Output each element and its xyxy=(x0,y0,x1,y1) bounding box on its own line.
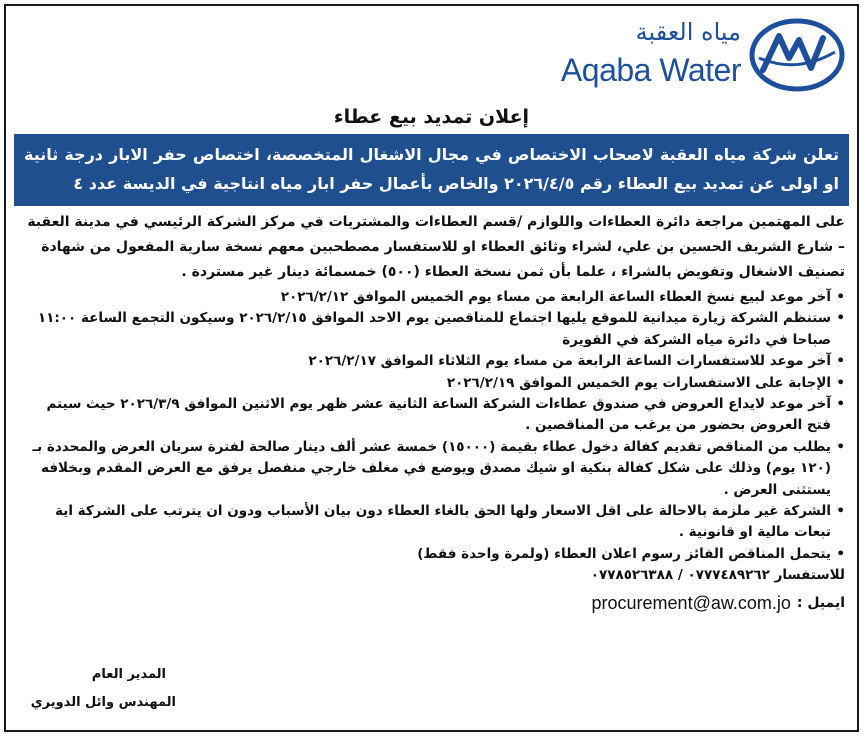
logo-arabic-name: مياه العقبة xyxy=(635,18,741,46)
bullet-item: • الإجابة على الاستفسارات يوم الخميس الموافق ٢٠٢٦/٢/١٩ xyxy=(18,373,845,394)
bullet-item: • آخر موعد للاستفسارات الساعة الرابعة من مساء يوم الثلاثاء الموافق ٢٠٢٦/٢/١٧ xyxy=(18,351,845,372)
announcement-body xyxy=(18,210,845,614)
bullet-item: • يطلب من المناقص تقديم كفالة دخول عطاء بقيمة (١٥٠٠٠) خمسة عشر ألف دينار صالحة لفترة سريان العرض والمحددة بـ (١٢٠ يوم) وذلك على شكل كفالة بنكية او شيك مصدق ويوضع في مغلف خارجي منفصل يرفق مع العرض المقدم وبخلافه يستثنى العرض . xyxy=(18,437,845,501)
bullet-item: • ستنظم الشركة زيارة ميدانية للموقع يليها اجتماع للمناقصين يوم الاحد الموافق ٢٠٢٦/٢/١٥ وسيكون التجمع الساعة ١١:٠٠ صباحا في دائرة مياه الشركة في القويرة xyxy=(18,308,845,351)
logo-english-name: Aqaba Water xyxy=(560,52,741,88)
bullet-item: • آخر موعد لايداع العروض في صندوق عطاءات الشركة الساعة الثانية عشر ظهر يوم الاثنين الموافق ٢٠٢٦/٣/٩ حيث سيتم فتح العروض بحضور من يرغب من المناقصين . xyxy=(18,394,845,437)
bullet-item: • الشركة غير ملزمة بالاحالة على اقل الاسعار ولها الحق بالغاء العطاء دون بيان الأسباب ودون ان يترتب على الشركة اية تبعات مالية او قانونية . xyxy=(18,501,845,544)
signature-name: المهندس وائل الدويري xyxy=(30,695,176,710)
contact-email-row xyxy=(18,593,845,614)
announcement-banner: تعلن شركة مياه العقبة لاصحاب الاختصاص في مجال الاشغال المتخصصة، اختصاص حفر الابار درجة ثانية او اولى عن تمديد بيع العطاء رقم ٢٠٢٦/٤/٥ والخاص بأعمال حفر ابار مياه انتاجية في الديسة عدد ٤ xyxy=(14,134,849,206)
announcement-title: إعلان تمديد بيع عطاء xyxy=(333,106,530,128)
bullet-item: • يتحمل المناقص الفائز رسوم اعلان العطاء (ولمرة واحدة فقط) xyxy=(18,544,845,565)
signature-title: المدير العام xyxy=(91,667,166,682)
advertisement-frame xyxy=(4,4,859,732)
contact-phones: للاستفسار ٠٧٧٧٤٨٩٢٦٢ / ٠٧٧٨٥٢٦٣٨٨ xyxy=(590,567,845,584)
email-address: procurement@aw.com.jo xyxy=(591,592,791,613)
email-label: ايميل : xyxy=(796,594,845,611)
intro-paragraph: على المهتمين مراجعة دائرة العطاءات واللوازم /قسم العطاءات والمشتريات في مركز الشركة الرئيسي في مدينة العقبة – شارع الشريف الحسين بن علي، لشراء وثائق العطاء او للاستفسار مصطحبين معهم نسخة سارية المفعول من شهادة تصنيف الاشغال وتفويض بالشراء ، علما بأن ثمن نسخة العطاء (٥٠٠) خمسمائة دينار غير مستردة . xyxy=(27,214,845,280)
bullet-item: • آخر موعد لبيع نسخ العطاء الساعة الرابعة من مساء يوم الخميس الموافق ٢٠٢٦/٢/١٢ xyxy=(18,287,845,308)
company-logo xyxy=(485,12,845,102)
aqaba-water-logo-icon xyxy=(749,18,845,92)
